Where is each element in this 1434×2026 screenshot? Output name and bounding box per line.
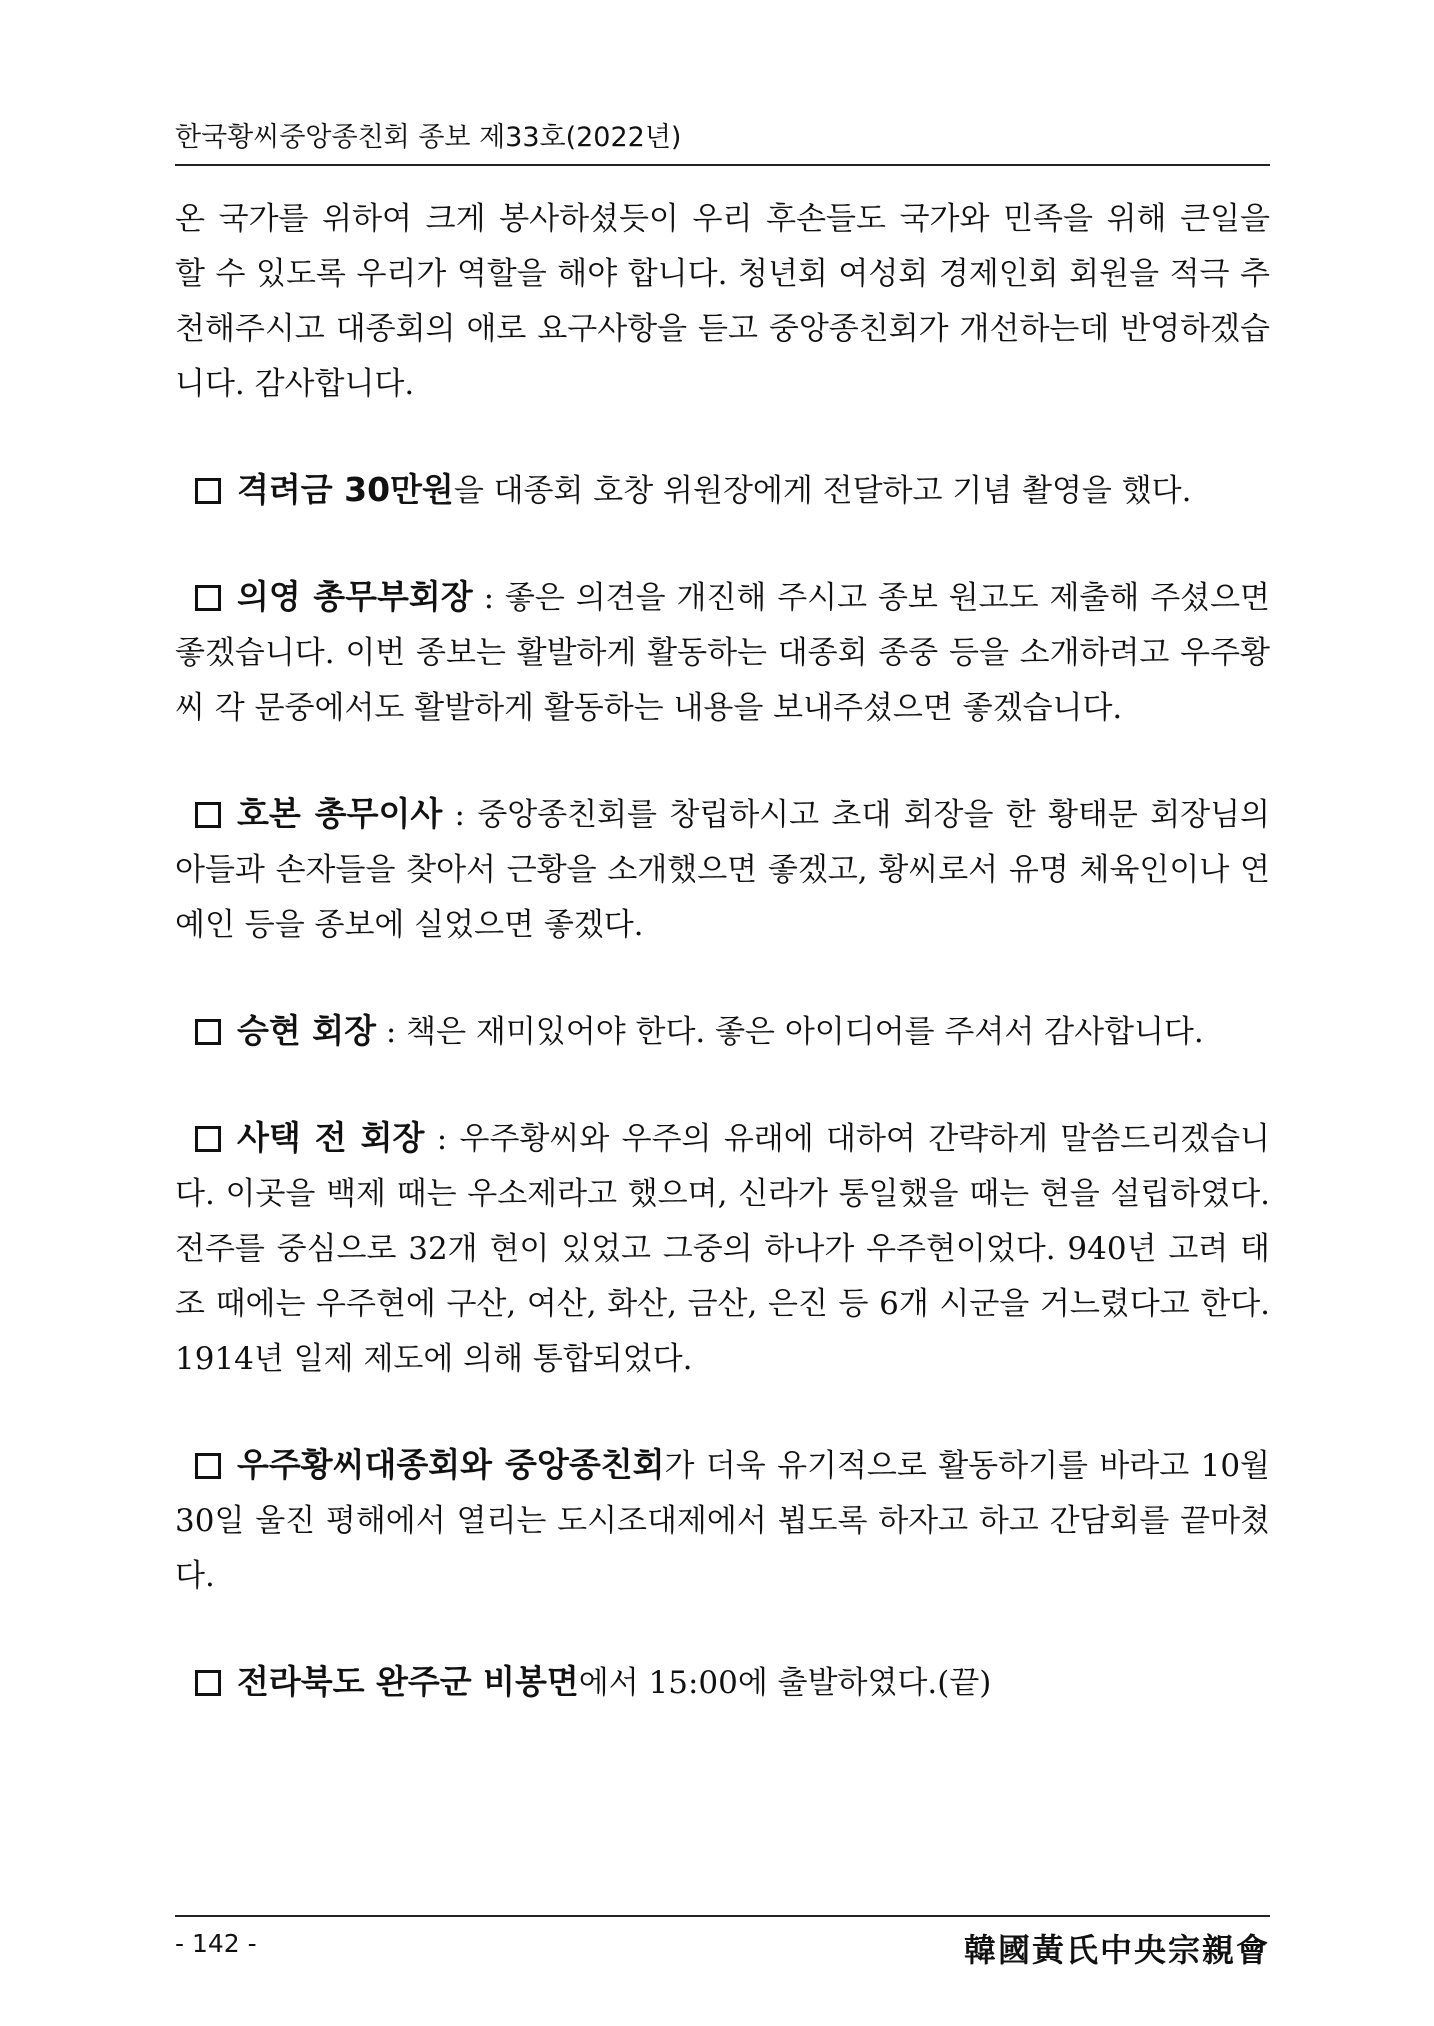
- checkbox-icon: [195, 1453, 221, 1479]
- page-header: [175, 116, 1270, 166]
- paragraph-bold-lead: 승현 회장: [237, 1011, 377, 1050]
- paragraph-item: [175, 1437, 1270, 1604]
- paragraph-bold-lead: 격려금 30만원: [237, 470, 454, 509]
- page-footer: [175, 1915, 1270, 1977]
- paragraph-text: 가 더욱 유기적으로 활동하기를 바라고 10월 30일 울진 평해에서 열리는 도시조대제에서 뵙도록 하자고 하고 간담회를 끝마쳤다.: [175, 1448, 1270, 1594]
- checkbox-icon: [195, 1019, 221, 1045]
- paragraph-item: [175, 786, 1270, 953]
- paragraph-item: [175, 569, 1270, 736]
- paragraph-bold-lead: 우주황씨대종회와 중앙종친회: [237, 1445, 665, 1484]
- paragraph-bold-lead: 사택 전 회장: [237, 1118, 425, 1157]
- org-name-logo: 韓國黃氏中央宗親會: [963, 1931, 1270, 1969]
- checkbox-icon: [195, 585, 221, 611]
- paragraph-intro: [175, 192, 1270, 412]
- header-title: 한국황씨중앙종친회 종보 제33호(2022년): [175, 122, 682, 153]
- paragraph-text: 온 국가를 위하여 크게 봉사하셨듯이 우리 후손들도 국가와 민족을 위해 큰일을 할 수 있도록 우리가 역할을 해야 합니다. 청년회 여성회 경제인회 회원을 적극 추천해주시고 대종회의 애로 요구사항을 듣고 중앙종친회가 개선하는데 반영하겠습니다. 감사합니다.: [175, 201, 1270, 402]
- paragraph-text: 에서 15:00에 출발하였다.(끝): [578, 1665, 992, 1701]
- paragraph-text: 을 대종회 호창 위원장에게 전달하고 기념 촬영을 했다.: [453, 473, 1192, 509]
- checkbox-icon: [195, 1670, 221, 1696]
- paragraph-text: : 좋은 의견을 개진해 주시고 종보 원고도 제출해 주셨으면 좋겠습니다. 이번 종보는 활발하게 활동하는 대종회 종중 등을 소개하려고 우주황씨 각 문중에서도 활발하게 활동하는 내용을 보내주셨으면 좋겠습니다.: [175, 580, 1270, 726]
- paragraph-item: [175, 1110, 1270, 1387]
- paragraph-text: : 우주황씨와 우주의 유래에 대하여 간략하게 말씀드리겠습니다. 이곳을 백제 때는 우소제라고 했으며, 신라가 통일했을 때는 현을 설립하였다. 전주를 중심으로 32개 현이 있었고 그중의 하나가 우주현이었다. 940년 고려 태조 때에는 우주현에 구산, 여산, 화산, 금산, 은진 등 6개 시군을 거느렸다고 한다. 1914년 일제 제도에 의해 통합되었다.: [175, 1121, 1270, 1377]
- page-number: - 142 -: [175, 1929, 257, 1958]
- paragraph-item: [175, 462, 1270, 519]
- checkbox-icon: [195, 478, 221, 504]
- paragraph-text: : 중앙종친회를 창립하시고 초대 회장을 한 황태문 회장님의 아들과 손자들을 찾아서 근황을 소개했으면 좋겠고, 황씨로서 유명 체육인이나 연예인 등을 종보에 실었으면 좋겠다.: [175, 797, 1270, 943]
- paragraph-bold-lead: 전라북도 완주군 비봉면: [237, 1662, 579, 1701]
- paragraph-item: [175, 1003, 1270, 1060]
- paragraph-text: : 책은 재미있어야 한다. 좋은 아이디어를 주셔서 감사합니다.: [376, 1014, 1204, 1050]
- document-page: [175, 0, 1270, 2026]
- paragraph-bold-lead: 의영 총무부회장: [237, 577, 473, 616]
- checkbox-icon: [195, 802, 221, 828]
- paragraph-item: [175, 1654, 1270, 1711]
- checkbox-icon: [195, 1126, 221, 1152]
- paragraph-bold-lead: 호본 총무이사: [237, 794, 443, 833]
- page-content: [175, 192, 1270, 1711]
